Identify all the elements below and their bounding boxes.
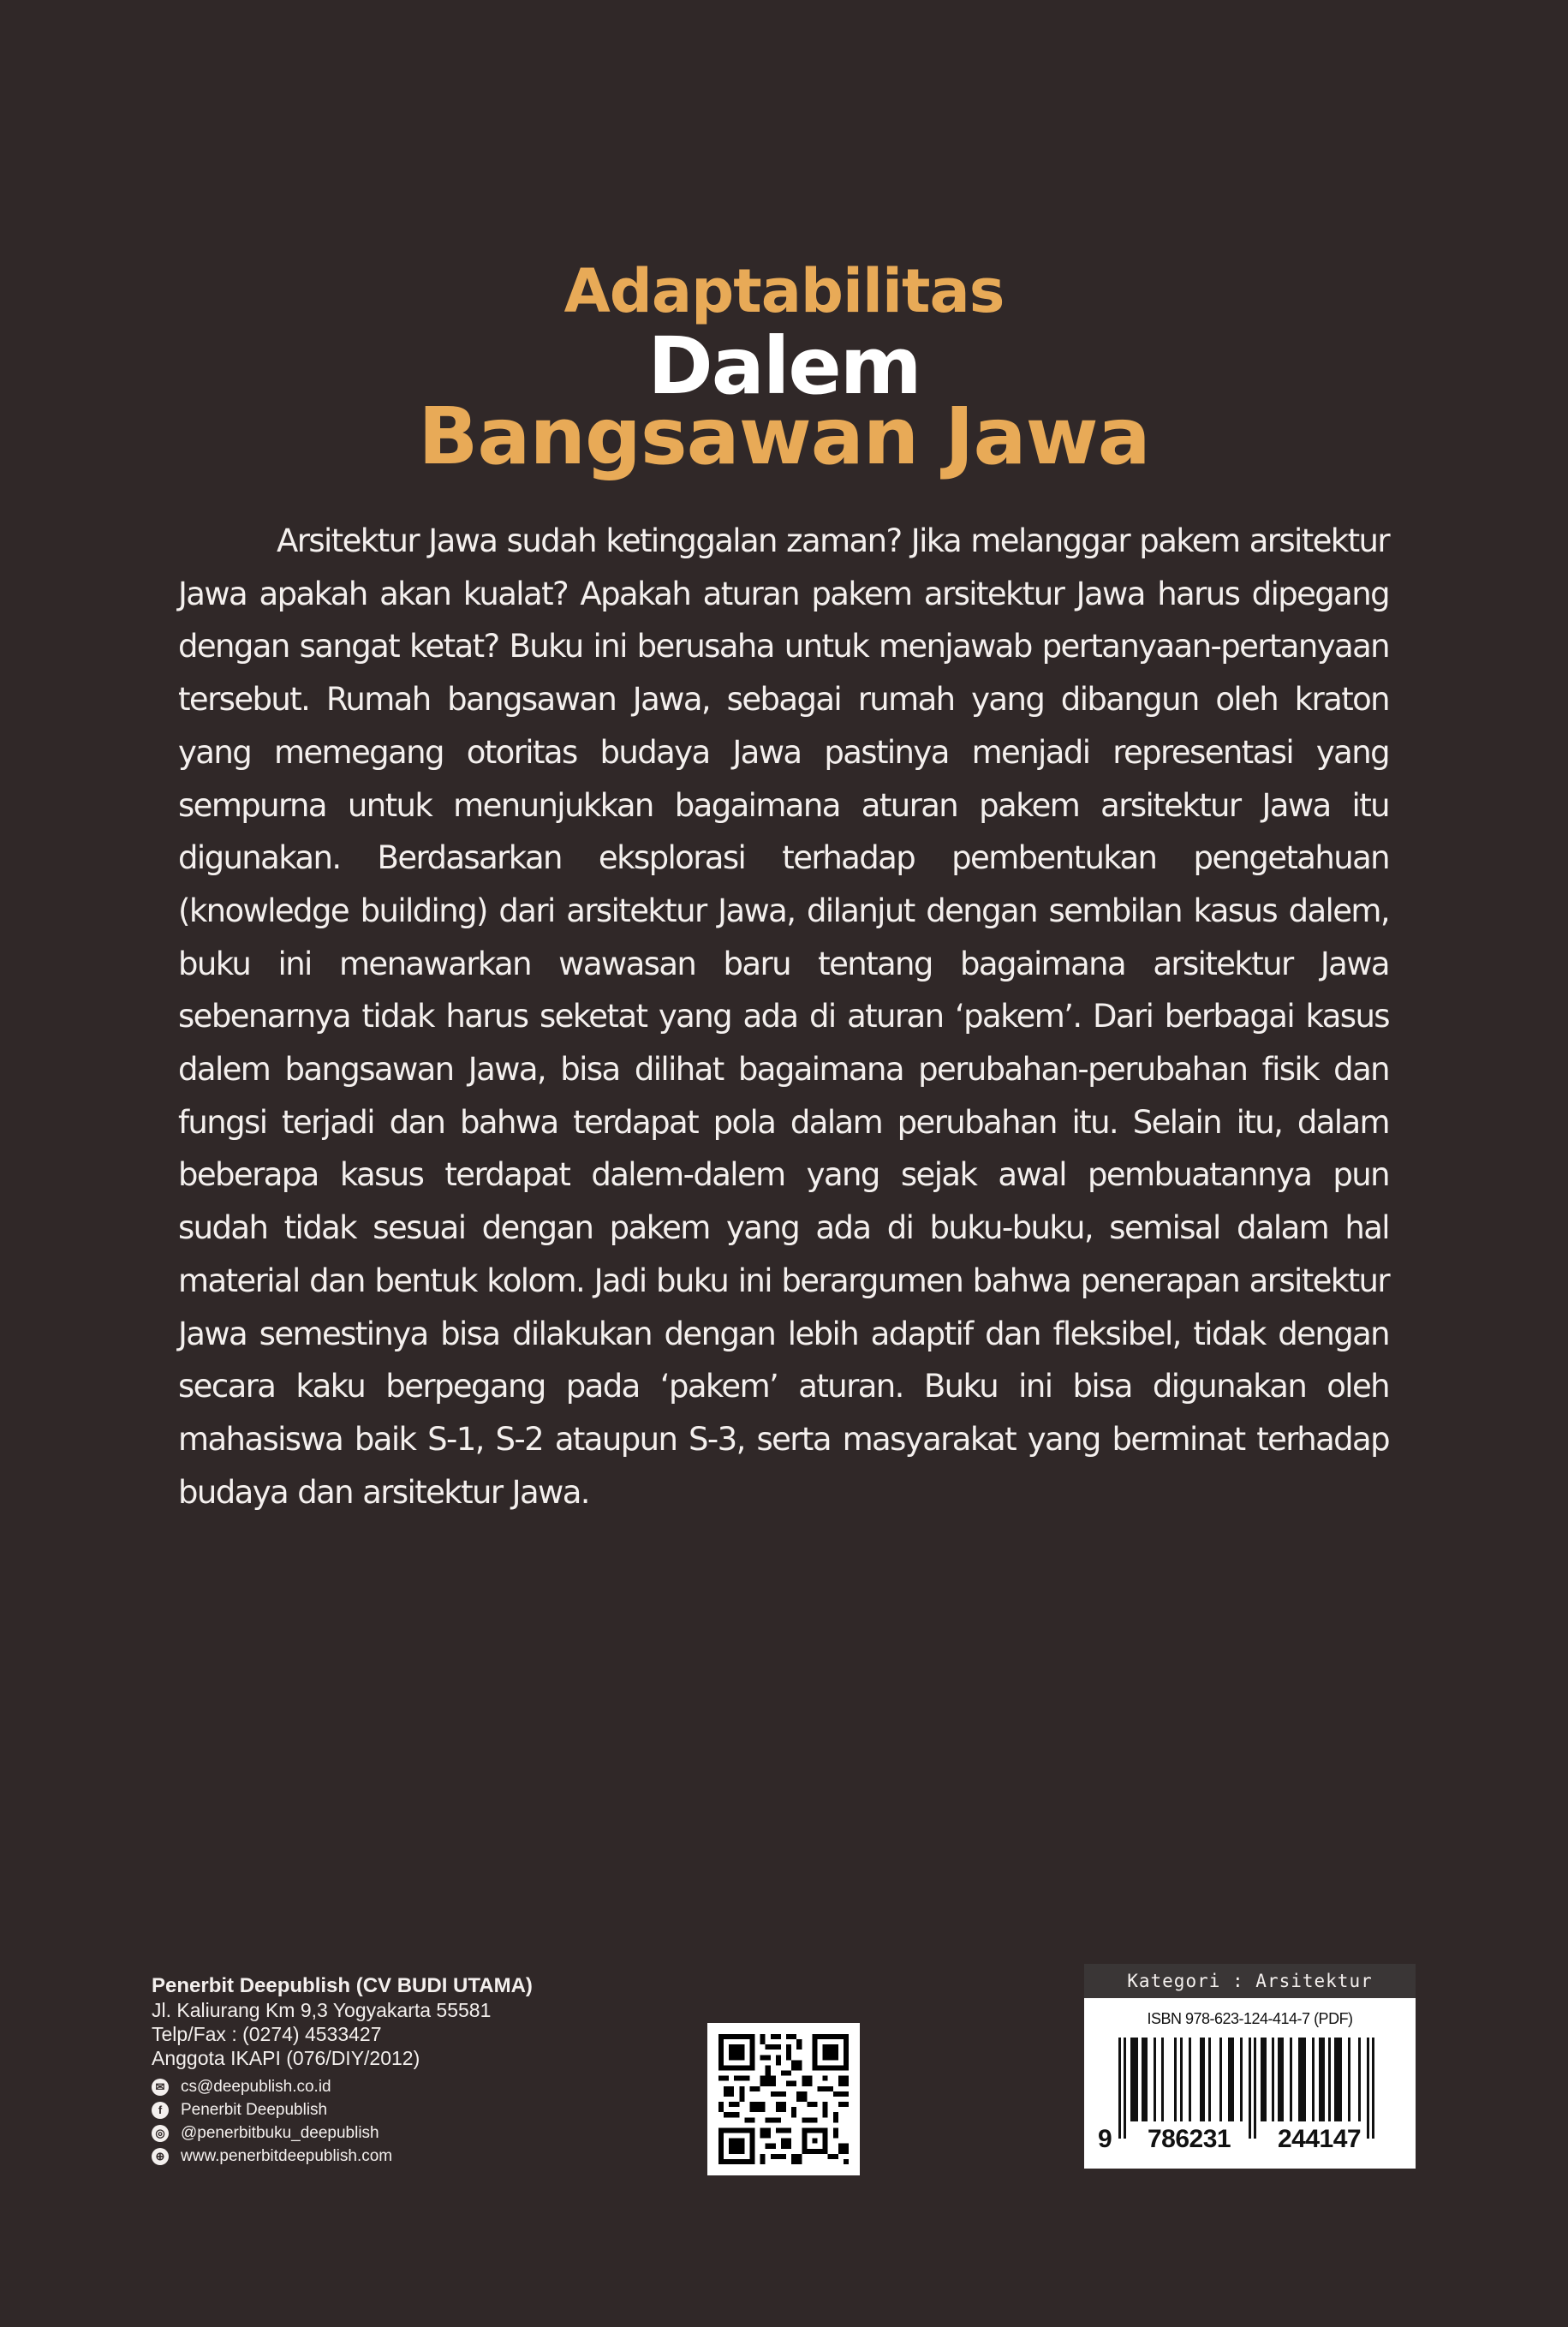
title-line-3: Bangsawan Jawa <box>418 391 1150 482</box>
contact-email-text: cs@deepublish.co.id <box>181 2078 331 2096</box>
facebook-icon: f <box>152 2102 169 2119</box>
book-blurb: Arsitektur Jawa sudah ketinggalan zaman? Jika melanggar pakem arsitektur Jawa apakah akan kualat? Apakah aturan pakem arsitektur Jawa harus dipegang dengan sangat ketat? Buku ini berusaha untuk menjawab pertanyaan-pertanyaan tersebut. Rumah bangsawan Jawa, sebagai rumah yang dibangun oleh kraton yang memegang otoritas budaya Jawa pastinya menjadi representasi yang sempurna untuk menunjukkan bagaimana aturan pakem arsitektur Jawa itu digunakan. Berdasarkan eksplorasi terhadap pembentukan pengetahuan (knowledge building) dari arsitektur Jawa, dilanjut dengan sembilan kasus dalem, buku ini menawarkan wawasan baru tentang bagaimana arsitektur Jawa sebenarnya tidak harus seketat yang ada di aturan ‘pakem’. Dari berbagai kasus dalem bangsawan Jawa, bisa dilihat bagaimana perubahan-perubahan fisik dan fungsi terjadi dan bahwa terdapat pola dalam perubahan itu. Selain itu, dalam beberapa kasus terdapat dalem-dalem yang sejak awal pembuatannya pun sudah tidak sesuai dengan pakem yang ada di buku-buku, semisal dalam hal material dan bentuk kolom. Jadi buku ini berargumen bahwa penerapan arsitektur Jawa semestinya bisa dilakukan dengan lebih adaptif dan fleksibel, tidak dengan secara kaku berpegang pada ‘pakem’ aturan. Buku ini bisa digunakan oleh mahasiswa baik S-1, S-2 ataupun S-3, serta masyarakat yang berminat terhadap budaya dan arsitektur Jawa. <box>178 522 1389 1511</box>
publisher-phone: Telp/Fax : (0274) 4533427 <box>152 2023 382 2045</box>
isbn-barcode-box <box>1084 1964 1416 2175</box>
barcode-digit-first: 9 <box>1098 2125 1112 2153</box>
category-label: Kategori : Arsitektur <box>1084 1964 1416 1998</box>
title-line-1: Adaptabilitas <box>563 256 1005 326</box>
publisher-contacts <box>152 2075 533 2168</box>
instagram-icon: ◎ <box>152 2125 169 2142</box>
barcode-digits-left: 786231 <box>1148 2125 1231 2153</box>
publisher-address: Jl. Kaliurang Km 9,3 Yogyakarta 55581 <box>152 1999 492 2021</box>
contact-website-text: www.penerbitdeepublish.com <box>181 2147 393 2165</box>
publisher-name: Penerbit Deepublish (CV BUDI UTAMA) <box>152 1974 533 1997</box>
web-icon: ⊕ <box>152 2148 169 2165</box>
title-line-2: Dalem <box>647 320 921 412</box>
email-icon: ✉ <box>152 2079 169 2096</box>
contact-instagram <box>152 2121 533 2145</box>
contact-facebook-text: Penerbit Deepublish <box>181 2101 328 2119</box>
barcode-area <box>1084 1998 1416 2169</box>
contact-instagram-text: @penerbitbuku_deepublish <box>181 2124 379 2142</box>
isbn-number: ISBN 978-623-124-414-7 (PDF) <box>1147 2010 1353 2027</box>
contact-website <box>152 2145 533 2168</box>
publisher-membership: Anggota IKAPI (076/DIY/2012) <box>152 2047 420 2069</box>
qr-code-icon <box>707 2023 860 2175</box>
contact-email <box>152 2075 533 2098</box>
barcode-digits-right: 244147 <box>1278 2125 1362 2153</box>
contact-facebook <box>152 2098 533 2121</box>
publisher-info <box>152 1974 533 2168</box>
